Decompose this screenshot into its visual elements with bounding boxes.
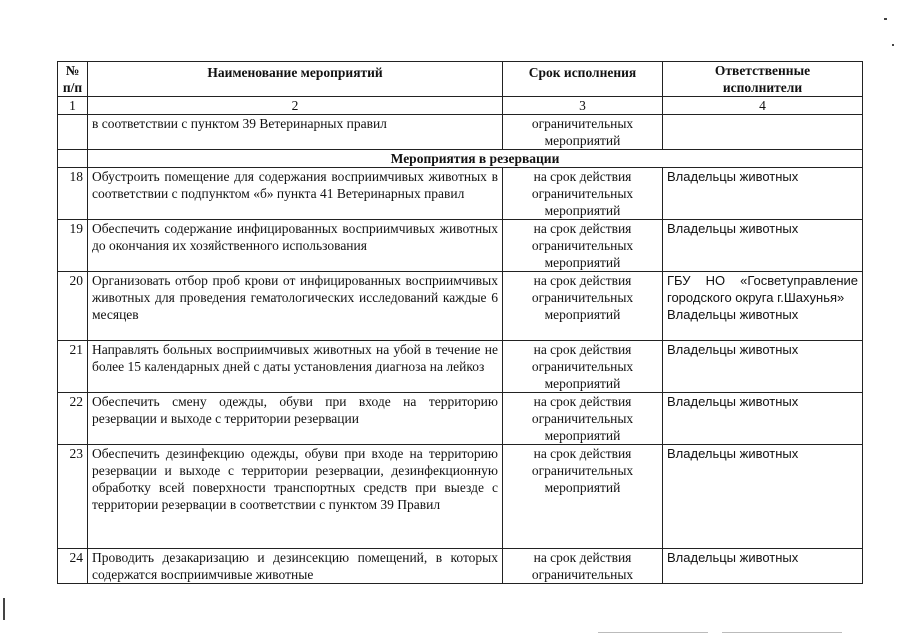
table-row bbox=[58, 220, 863, 272]
table-row bbox=[58, 272, 863, 341]
row-number: 22 bbox=[58, 393, 88, 445]
row-number: 24 bbox=[58, 549, 88, 584]
table-row bbox=[58, 445, 863, 549]
header-number: № п/п bbox=[58, 62, 88, 97]
row-action: Обеспечить дезинфекцию одежды, обуви при входе на территорию резервации и выходе с территории резервации, дезинфекционную обработку всей поверхности транспортных средств при выезде с территории резервации в соответствии с пунктом 39 Правил bbox=[88, 445, 503, 549]
row-responsible: Владельцы животных bbox=[663, 168, 863, 220]
table-row bbox=[58, 168, 863, 220]
row-action: Обеспечить содержание инфицированных восприимчивых животных до окончания их хозяйственного использования bbox=[88, 220, 503, 272]
row-action: Проводить дезакаризацию и дезинсекцию помещений, в которых содержатся восприимчивые животные bbox=[88, 549, 503, 584]
column-index: 4 bbox=[663, 97, 863, 115]
scan-line bbox=[598, 632, 708, 633]
row-number: 19 bbox=[58, 220, 88, 272]
section-number-cell bbox=[58, 150, 88, 168]
row-action: Организовать отбор проб крови от инфицированных восприимчивых животных для проведения гематологических исследований каждые 6 месяцев bbox=[88, 272, 503, 341]
row-term: на срок действия ограничительных bbox=[503, 549, 663, 584]
row-responsible: Владельцы животных bbox=[663, 220, 863, 272]
column-index-row bbox=[58, 97, 863, 115]
row-responsible: Владельцы животных bbox=[663, 445, 863, 549]
row-action: в соответствии с пунктом 39 Ветеринарных правил bbox=[88, 115, 503, 150]
row-term: ограничительных мероприятий bbox=[503, 115, 663, 150]
row-term: на срок действия ограничительных мероприятий bbox=[503, 445, 663, 549]
header-name: Наименование мероприятий bbox=[88, 62, 503, 97]
table-row-continuation bbox=[58, 115, 863, 150]
table-header-row bbox=[58, 62, 863, 97]
row-action: Обустроить помещение для содержания восприимчивых животных в соответствии с подпунктом «б» пункта 41 Ветеринарных правил bbox=[88, 168, 503, 220]
row-term: на срок действия ограничительных мероприятий bbox=[503, 393, 663, 445]
row-responsible: Владельцы животных bbox=[663, 341, 863, 393]
scan-line bbox=[722, 632, 842, 633]
table-row bbox=[58, 393, 863, 445]
row-term: на срок действия ограничительных мероприятий bbox=[503, 272, 663, 341]
column-index: 3 bbox=[503, 97, 663, 115]
scan-speck bbox=[884, 18, 887, 20]
row-number: 18 bbox=[58, 168, 88, 220]
row-term: на срок действия ограничительных мероприятий bbox=[503, 220, 663, 272]
section-row bbox=[58, 150, 863, 168]
table-row bbox=[58, 341, 863, 393]
row-number: 23 bbox=[58, 445, 88, 549]
row-responsible bbox=[663, 115, 863, 150]
column-index: 1 bbox=[58, 97, 88, 115]
header-term: Срок исполнения bbox=[503, 62, 663, 97]
table-row bbox=[58, 549, 863, 584]
row-number bbox=[58, 115, 88, 150]
row-responsible: Владельцы животных bbox=[663, 549, 863, 584]
responsible-org: ГБУ НО «Госветуправление городского округа г.Шахунья» bbox=[667, 273, 858, 305]
row-term: на срок действия ограничительных мероприятий bbox=[503, 168, 663, 220]
row-action: Направлять больных восприимчивых животных на убой в течение не более 15 календарных дней с даты установления диагноза на лейкоз bbox=[88, 341, 503, 393]
row-number: 20 bbox=[58, 272, 88, 341]
section-title: Мероприятия в резервации bbox=[88, 150, 863, 168]
responsible-owners: Владельцы животных bbox=[667, 307, 799, 322]
scan-speck bbox=[892, 44, 894, 46]
row-responsible bbox=[663, 272, 863, 341]
column-index: 2 bbox=[88, 97, 503, 115]
header-responsible: Ответственные исполнители bbox=[663, 62, 863, 97]
row-number: 21 bbox=[58, 341, 88, 393]
row-action: Обеспечить смену одежды, обуви при входе на территорию резервации и выходе с территории резервации bbox=[88, 393, 503, 445]
scan-speck bbox=[3, 598, 5, 620]
document-page bbox=[57, 61, 863, 584]
measures-table bbox=[57, 61, 863, 584]
row-responsible: Владельцы животных bbox=[663, 393, 863, 445]
row-term: на срок действия ограничительных мероприятий bbox=[503, 341, 663, 393]
